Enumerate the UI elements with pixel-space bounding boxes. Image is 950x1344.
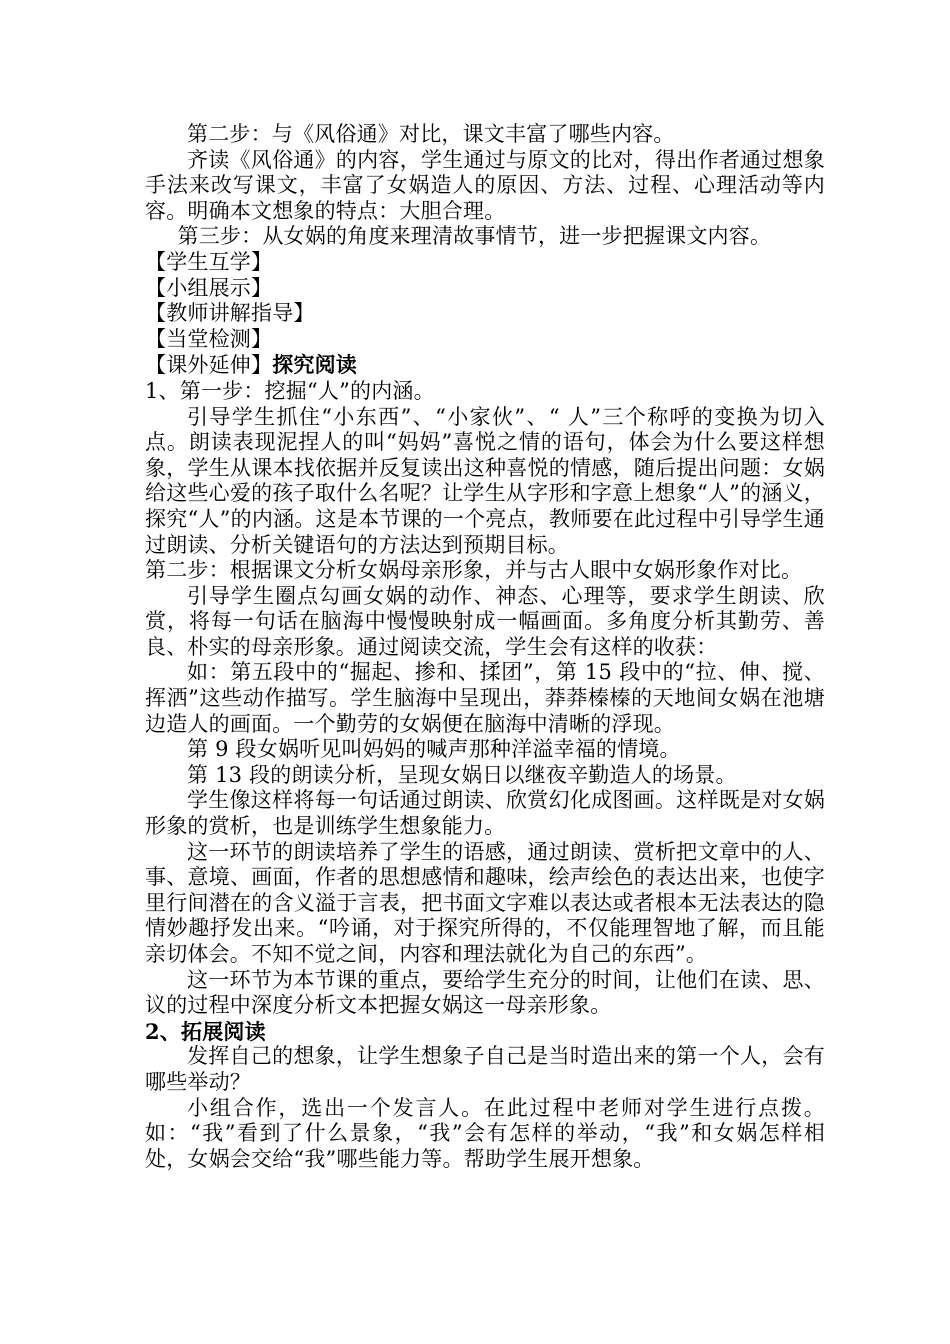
example-3: 第 13 段的朗读分析，呈现女娲日以继夜辛勤造人的场景。 — [187, 762, 737, 787]
example-2: 第 9 段女娲听见叫妈妈的喊声那种洋溢幸福的情境。 — [187, 737, 681, 762]
example-4: 学生像这样将每一句话通过朗读、欣赏幻化成图画。这样既是对女娲形象的赏析，也是训练学生想象能力。 — [145, 788, 825, 839]
part2-body-1: 发挥自己的想象，让学生想象子自己是当时造出来的第一个人，会有哪些举动？ — [145, 1044, 825, 1094]
section-extension-bracket: 【课外延伸】 — [145, 353, 273, 378]
step2-heading: 第二步：与《风俗通》对比，课文丰富了哪些内容。 — [187, 122, 675, 146]
part2-title: 2、拓展阅读 — [145, 1018, 266, 1044]
section-in-class-test: 【当堂检测】 — [145, 326, 273, 351]
document-page — [145, 122, 825, 1172]
part1-step1-heading: 1、第一步：挖掘“人”的内涵。 — [145, 378, 435, 403]
reading-effect: 这一环节的朗读培养了学生的语感，通过朗读、赏析把文章中的人、事、意境、画面，作者的思想感情和趣味，绘声绘色的表达出来，也使字里行间潜在的含义溢于言表，把书面文字难以表达或者根本无法表达的隐情妙趣抒发出来。“吟诵，对于探究所得的，不仅能理智地了解，而且能亲切体会。不知不觉之间，内容和理法就化为自己的东西”。 — [145, 839, 825, 966]
part1-step2-heading: 第二步：根据课文分析女娲母亲形象，并与古人眼中女娲形象作对比。 — [145, 558, 803, 583]
step3-text: 第三步：从女娲的角度来理清故事情节，进一步把握课文内容。 — [177, 224, 772, 249]
section-extension — [145, 352, 825, 379]
example-1: 如：第五段中的“掘起、掺和、揉团”，第 15 段中的“拉、伸、搅、挥洒”这些动作描写。学生脑海中呈现出，莽莽榛榛的天地间女娲在池塘边造人的画面。一个勤劳的女娲便在脑海中清晰的浮现。 — [145, 660, 825, 736]
part1-step1-body: 引导学生抓住“小东西”、“小家伙”、“ 人”三个称呼的变换为切入点。朗读表现泥捏人的叫“妈妈”喜悦之情的语句，体会为什么要这样想象，学生从课本找依据并反复读出这种喜悦的情感，随后提出问题：女娲给这些心爱的孩子取什么名呢？让学生从字形和字意上想象“人”的涵义，探究“人”的内涵。这是本节课的一个亮点，教师要在此过程中引导学生通过朗读、分析关键语句的方法达到预期目标。 — [145, 404, 825, 557]
key-point: 这一环节为本节课的重点，要给学生充分的时间，让他们在读、思、议的过程中深度分析文本把握女娲这一母亲形象。 — [145, 967, 825, 1018]
part1-step2-body: 引导学生圈点勾画女娲的动作、神态、心理等，要求学生朗读、欣赏，将每一句话在脑海中慢慢映射成一幅画面。多角度分析其勤劳、善良、朴实的母亲形象。通过阅读交流，学生会有这样的收获： — [145, 583, 825, 659]
part2-body-2: 小组合作，选出一个发言人。在此过程中老师对学生进行点拨。如：“我”看到了什么景象，“我”会有怎样的举动，“我”和女娲怎样相处，女娲会交给“我”哪些能力等。帮助学生展开想象。 — [145, 1095, 825, 1171]
section-group-show: 【小组展示】 — [145, 275, 273, 300]
step2-body: 齐读《风俗通》的内容，学生通过与原文的比对，得出作者通过想象手法来改写课文，丰富了女娲造人的原因、方法、过程、心理活动等内容。明确本文想象的特点：大胆合理。 — [145, 147, 825, 223]
section-student-mutual: 【学生互学】 — [145, 249, 273, 274]
section-teacher-guide: 【教师讲解指导】 — [145, 301, 315, 326]
section-extension-bold: 探究阅读 — [272, 352, 358, 378]
